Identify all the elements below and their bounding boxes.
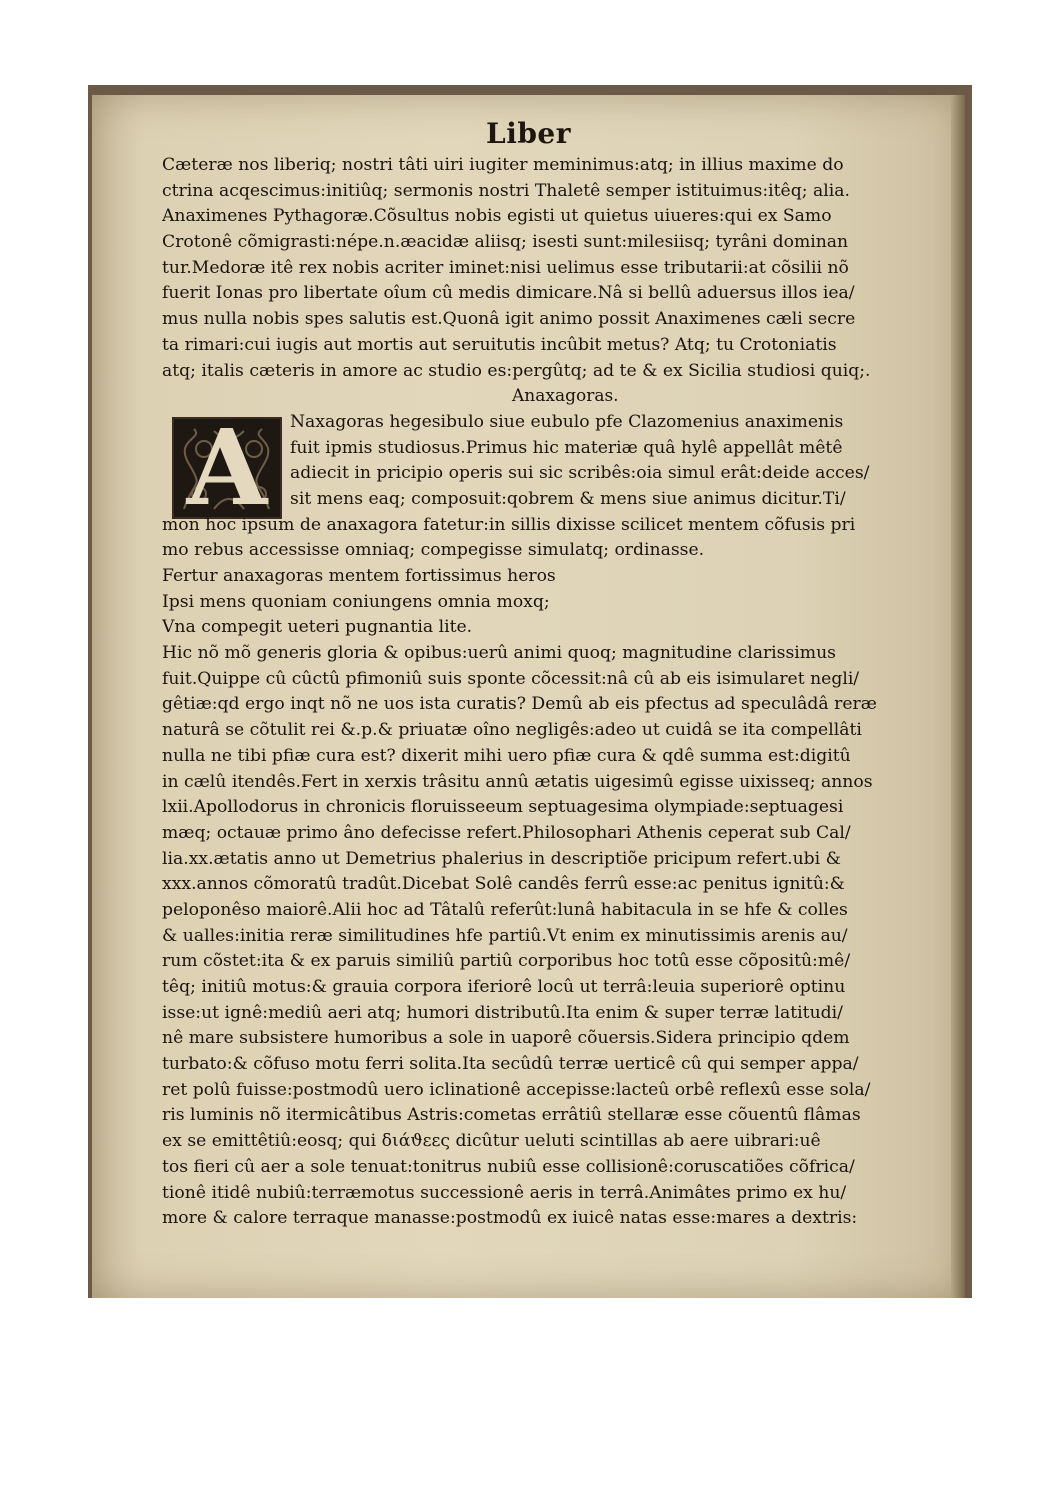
text-line: & ualles:initia reræ similitudines hfe partiû.Vt enim ex minutissimis arenis au/	[162, 925, 848, 946]
text-line: Crotonê cõmigrasti:népe.n.æacidæ aliisq; isesti sunt:milesiisq; tyrâni dominan	[162, 232, 849, 253]
text-line: Cæteræ nos liberiq; nostri tâti uiri iugiter meminimus:atq; in illius maxime do	[162, 155, 844, 175]
text-line: rum cõstet:ita & ex paruis similiû partiû corporibus hoc totû esse cõpositû:mê/	[162, 951, 851, 972]
text-line: isse:ut ignê:mediû aeri atq; humori distributû.Ita enim & super terræ latitudi/	[162, 1002, 843, 1023]
text-line: Anaximenes Pythagoræ.Cõsultus nobis egisti ut quietus uiueres:qui ex Samo	[162, 206, 832, 227]
chapter-heading: Anaxagoras.	[512, 386, 619, 407]
text-line: sit mens eaq; composuit:qobrem & mens siue animus dicitur.Ti/	[290, 488, 846, 509]
text-line: in cælû itendês.Fert in xerxis trâsitu annû ætatis uigesimû egisse uixisseq; annos	[162, 771, 873, 792]
text-line: xxx.annos cõmoratû tradût.Dicebat Solê candês ferrû esse:ac penitus ignitû:&	[162, 874, 845, 895]
text-line: mæq; octauæ primo âno defecisse refert.Philosophari Athenis ceperat sub Cal/	[162, 822, 851, 843]
text-line: tionê itidê nubiû:terræmotus successionê aeris in terrâ.Animâtes primo ex hu/	[162, 1182, 847, 1203]
text-line: mon hoc ipsum de anaxagora fatetur:in sillis dixisse scilicet mentem cõfusis pri	[162, 514, 856, 535]
text-line: lia.xx.ætatis anno ut Demetrius phalerius in descriptiõe pricipum refert.ubi &	[162, 848, 841, 869]
text-line: ris luminis nõ itermicâtibus Astris:cometas errâtiû stellaræ esse cõuentû flâmas	[162, 1105, 861, 1126]
text-line: nê mare subsistere humoribus a sole in uaporê cõuersis.Sidera principio qdem	[162, 1028, 850, 1049]
text-block	[162, 153, 930, 1232]
page-gutter	[951, 95, 965, 1298]
text-line: fuerit Ionas pro libertate oîum cû medis dimicare.Nâ si bellû aduersus illos iea/	[162, 283, 855, 304]
text-line: ta rimari:cui iugis aut mortis aut seruitutis incûbit metus? Atq; tu Crotoniatis	[162, 334, 837, 355]
text-line: adiecit in pricipio operis sui sic scribês:oia simul erât:deide acces/	[290, 463, 870, 484]
text-line: fuit.Quippe cû cûctû pfimoniû suis sponte cõcessit:nâ cû ab eis isimularet negli/	[162, 668, 860, 689]
running-title: Liber	[486, 117, 571, 150]
book-page	[92, 95, 965, 1298]
text-line: mo rebus accessisse omniaq; compegisse simulatq; ordinasse.	[162, 540, 705, 561]
text-line: ret polû fuisse:postmodû uero iclinationê accepisse:lacteû orbê reflexû esse sola/	[162, 1079, 871, 1100]
text-line: gêtiæ:qd ergo inqt nõ ne uos ista curatis? Demû ab eis pfectus ad speculâdâ reræ	[162, 694, 877, 715]
verse-line: Vna compegit ueteri pugnantia lite.	[162, 617, 473, 638]
verse-line: Ipsi mens quoniam coniungens omnia moxq;	[162, 591, 550, 612]
scanned-page-photo	[88, 85, 972, 1298]
text-line: lxii.Apollodorus in chronicis floruisseeum septuagesima olympiade:septuagesi	[162, 797, 844, 818]
text-line: tos fieri cû aer a sole tenuat:tonitrus nubiû esse collisionê:coruscatiões cõfrica/	[162, 1156, 855, 1177]
text-line: atq; italis cæteris in amore ac studio es:pergûtq; ad te & ex Sicilia studiosi quiq;.	[162, 360, 871, 381]
text-line: Hic nõ mõ generis gloria & opibus:uerû animi quoq; magnitudine clarissimus	[162, 643, 836, 664]
text-line: ctrina acqescimus:initiûq; sermonis nostri Thaletê semper istituimus:itêq; alia.	[162, 180, 850, 201]
text-line: turbato:& cõfuso motu ferri solita.Ita secûdû terræ uerticê cû qui semper appa/	[162, 1054, 859, 1075]
initial-letter: A	[186, 417, 268, 519]
text-line: ex se emittêtiû:eosq; qui διάϑεες dicûtur ueluti scintillas ab aere uibrari:uê	[162, 1131, 821, 1152]
text-line: fuit ipmis studiosus.Primus hic materiæ quâ hylê appellât mêtê	[290, 437, 843, 458]
text-line: mus nulla nobis spes salutis est.Quonâ igit animo possit Anaximenes cæli secre	[162, 309, 856, 330]
verse-line: Fertur anaxagoras mentem fortissimus heros	[162, 566, 556, 586]
text-line: têq; initiû motus:& grauia corpora iferiorê locû ut terrâ:leuia superiorê optinu	[162, 977, 846, 997]
text-line: Naxagoras hegesibulo siue eubulo pfe Clazomenius anaximenis	[290, 411, 844, 432]
text-line: nulla ne tibi pfiæ cura est? dixerit mihi uero pfiæ cura & qdê summa est:digitû	[162, 745, 851, 766]
text-line: tur.Medoræ itê rex nobis acriter iminet:nisi uelimus esse tributarii:at cõsilii nõ	[162, 257, 849, 278]
text-line: more & calore terraque manasse:postmodû ex iuicê natas esse:mares a dextris:	[162, 1208, 858, 1229]
text-line: peloponêso maiorê.Alii hoc ad Tâtalû referût:lunâ habitacula in se hfe & colles	[162, 899, 848, 920]
text-line: naturâ se cõtulit rei &.p.& priuatæ oîno negligês:adeo ut cuidâ se ita compellâti	[162, 720, 862, 741]
